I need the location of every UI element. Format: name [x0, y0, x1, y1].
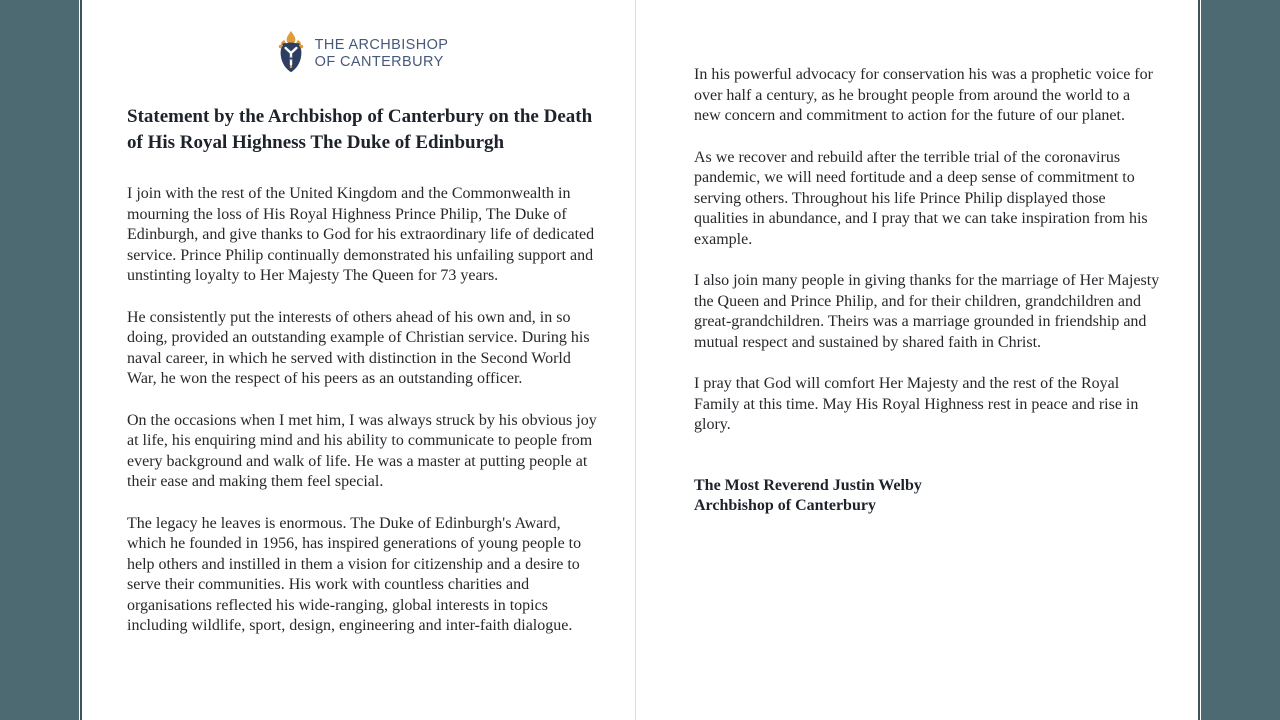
- logo-line-2: OF CANTERBURY: [314, 54, 444, 70]
- archbishop-crest-icon: [276, 31, 306, 78]
- paragraph: In his powerful advocacy for conservation his was a prophetic voice for over half a century, as he brought people from around the world to a new concern and commitment to action for the future of our planet.: [694, 66, 1153, 124]
- paragraph: As we recover and rebuild after the terrible trial of the coronavirus pandemic, we will need fortitude and a deep sense of commitment to serving others. Throughout his life Prince Philip displayed those qualities in abundance, and I pray that we can take inspiration from his example.: [694, 148, 1148, 248]
- document-title: Statement by the Archbishop of Canterbury on the Death of His Royal Highness The Duke of Edinburgh: [127, 106, 593, 153]
- signature-title: Archbishop of Canterbury: [694, 497, 876, 514]
- page-2: [636, 0, 1198, 720]
- paragraph: I join with the rest of the United Kingdom and the Commonwealth in mourning the loss of His Royal Highness Prince Philip, The Duke of Edinburgh, and give thanks to God for his extraordinary life of dedicated service. Prince Philip continually demonstrated his unfailing support and unstinting loyalty to Her Majesty The Queen for 73 years.: [127, 185, 595, 284]
- signature-block: [694, 476, 1160, 517]
- paragraph: On the occasions when I met him, I was always struck by his obvious joy at life, his enquiring mind and his ability to communicate to people from every background and walk of life. He was a master at putting people at their ease and making them feel special.: [127, 411, 597, 490]
- logo-line-1: THE ARCHBISHOP: [314, 37, 449, 53]
- paragraph: I also join many people in giving thanks for the marriage of Her Majesty the Queen and Prince Philip, and for their children, grandchildren and great-grandchildren. Theirs was a marriage grounded in friendship and mutual respect and sustained by shared faith in Christ.: [694, 272, 1160, 351]
- signature-name: The Most Reverend Justin Welby: [694, 476, 922, 494]
- left-column-body: [127, 184, 597, 637]
- document-sheet: [80, 0, 1200, 720]
- logo-wordmark: [315, 37, 449, 71]
- archbishop-logo: [127, 33, 597, 75]
- paragraph: I pray that God will comfort Her Majesty and the rest of the Royal Family at this time. May His Royal Highness rest in peace and rise in glory.: [694, 375, 1139, 433]
- paragraph: He consistently put the interests of others ahead of his own and, in so doing, provided an outstanding example of Christian service. During his naval career, in which he served with distinction in the Second World War, he won the respect of his peers as an outstanding officer.: [127, 308, 590, 387]
- page-1: [82, 0, 635, 720]
- paragraph: The legacy he leaves is enormous. The Duke of Edinburgh's Award, which he founded in 1956, has inspired generations of young people to help others and instilled in them a vision for citizenship and a desire to serve their communities. His work with countless charities and organisations reflected his wide-ranging, global interests in topics including wildlife, sport, design, engineering and inter-faith dialogue.: [127, 514, 582, 634]
